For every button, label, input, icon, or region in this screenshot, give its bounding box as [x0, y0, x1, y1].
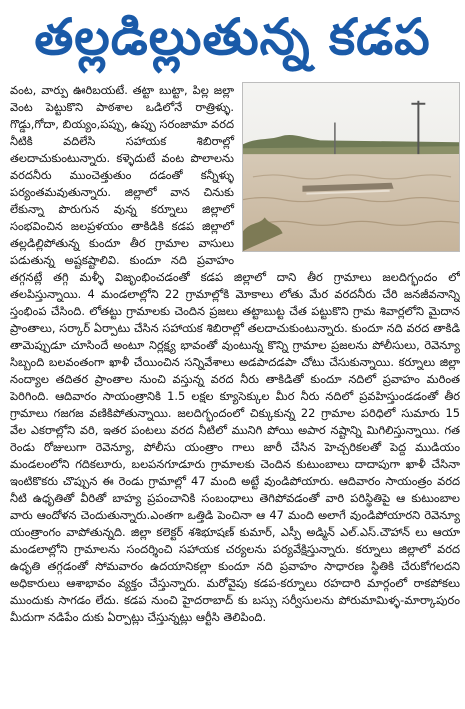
flood-photo-icon [242, 82, 460, 252]
article-body [10, 82, 460, 704]
headline: తల్లడిల్లుతున్న కడప [34, 8, 431, 66]
article-text: వంట, వార్పు ఊరిబయటే. తట్టా బుట్టా, పిల్ల జల్లా వెంట పెట్టుకొని పాఠశాల ఒడిలోనే రాత్రిళ్ళు. గొడ్డు,గోదా, బియ్యం,పప్పు, ఉప్పు సరంజామా వరద నీటికి వదిలేసి సహాయక శిబిరాల్లో తలదాచుకుంటున్నారు. కళ్ళెదుటే వంట పొలాలను వరదనీరు ముంచెత్తుతుం దడంతో కన్నీళ్ళు పర్యంతమవుతున్నారు. జిల్లాలో వాన చినుకు లేకున్నా పొరుగున వున్న కర్నూలు జిల్లాలో సంభవించిన జలప్రళయం తాకిడికి కడప జిల్లాలో తల్లడిల్లిపోతున్న కుందూ తీర గ్రామాల వాసులు పడుతున్న అష్టకష్టాలివి. కుందూ నది ప్రవాహం తగ్గనట్లే తగ్గి మళ్ళీ విజృంభించడంతో కడప జిల్లాలో దాని తీర గ్రామాలు జలదిగ్భందం లో తలపిస్తున్నాయి. 4 మండలాల్లోని 22 గ్రామాల్లోకి మోకాలు లోతు మేర వరదనీరు చేరి జనజీవనాన్ని స్తంభింప చేసింది. లోతట్టు గ్రామాలకు చెందిన ప్రజలు తట్టాబుట్ట చేత పట్టుకొని గ్రామ శివార్లలోని మైదాన ప్రాంతాలు, సర్కార్ ఏర్పాటు చేసిన సహాయక శిబిరాల్లో తలదాచుకుంటున్నారు. కుందూ నది వరద తాకిడి తామెప్పుడూ చూసిందే అంటూ నిర్లక్ష్య భావంతో వుంటున్న కొన్ని గ్రామాల ప్రజలను పోలీసులు, రెవెన్యూ సిబ్బంది బలవంతంగా ఖాళీ చేయించిన సన్నివేశాలు అడపాదడపా చోటు చేసుకున్నాయి. కర్నూలు జిల్లా నంద్యాల తదితర ప్రాంతాల నుంచి వస్తున్న వరద నీరు తాకిడితో కుందూ నదిలో ప్రవాహం మరింత పెరిగింది. ఆదివారం సాయంత్రానికి 1.5 లక్షల క్యూసెక్కుల మీర నీరు నదిలో ప్రవహిస్తుండడంతో తీర గ్రామాలు గజగజ వణికిపోతున్నాయి. జలదిగ్భందంలో చిక్కుకున్న 22 గ్రామాల పరిధిలో సుమారు 15 వేల ఎకరాల్లోని వరి, ఇతర పంటలు వరద నీటిలో మునిగి పోయి అపార నష్టాన్ని మిగిలిస్తున్నాయి. గత రెండు రోజులుగా రెవెన్యూ, పోలీసు యంత్రాం గాలు జారీ చేసిన హెచ్చరికలతో పెద్ద ముడియం మండలంలోని గదికలూరు, బలపనగూడూరు గ్రామాలకు చెందిన కుటుంబాలు దాదాపుగా ఖాళీ చేసినా ఇంటికొకరు చొప్పున ఈ రెండు గ్రామాల్లో 47 మంది అట్టే వుండిపోయారు. ఆదివారం సాయంత్రం వరద నీటి ఉధృతితో వీరితో బాహ్య ప్రపంచానికి సంబంధాలు తెగిపోవడంతో వారి పరిస్థితిపై ఆ కుటుంబాల వారు ఆందోళన చెందుతున్నారు.ఎంతగా ఒత్తిడి పెంచినా ఆ 47 మంది అలాగే వుండిపోయారని రెవెన్యూ యంత్రాంగం వాపోతున్నది. జిల్లా కలెక్టర్ శశిభూషణ్ కుమార్, ఎస్పీ అడ్మిన్ ఎల్.ఎస్.చౌహాన్ లు ఆయా మండలాల్లోని గ్రామాలను సందర్శించి సహాయక చర్యలను పర్యవేక్షిస్తున్నారు. కర్నూలు జిల్లాలో వరద ఉధృతి తగ్గడంతో సోమవారం ఉదయానికల్లా కుందూ నది ప్రవాహం సాధారణ స్థితికి చేరుకోగలదని అధికారులు ఆశాభావం వ్యక్తం చేస్తున్నారు. మరోవైపు కడప-కర్నూలు రహదారి మార్గంలో రాకపోకలు ముందుకు సాగడం లేదు. కడప నుంచి హైదరాబాద్ కు బస్సు సర్వీసులను పోరుమామిళ్ళ-మార్కాపురం మీదుగా నడిపేం దుకు ఏర్పాట్లు చేస్తున్నట్లు ఆర్టీసి తెలిపింది. [10, 83, 460, 624]
